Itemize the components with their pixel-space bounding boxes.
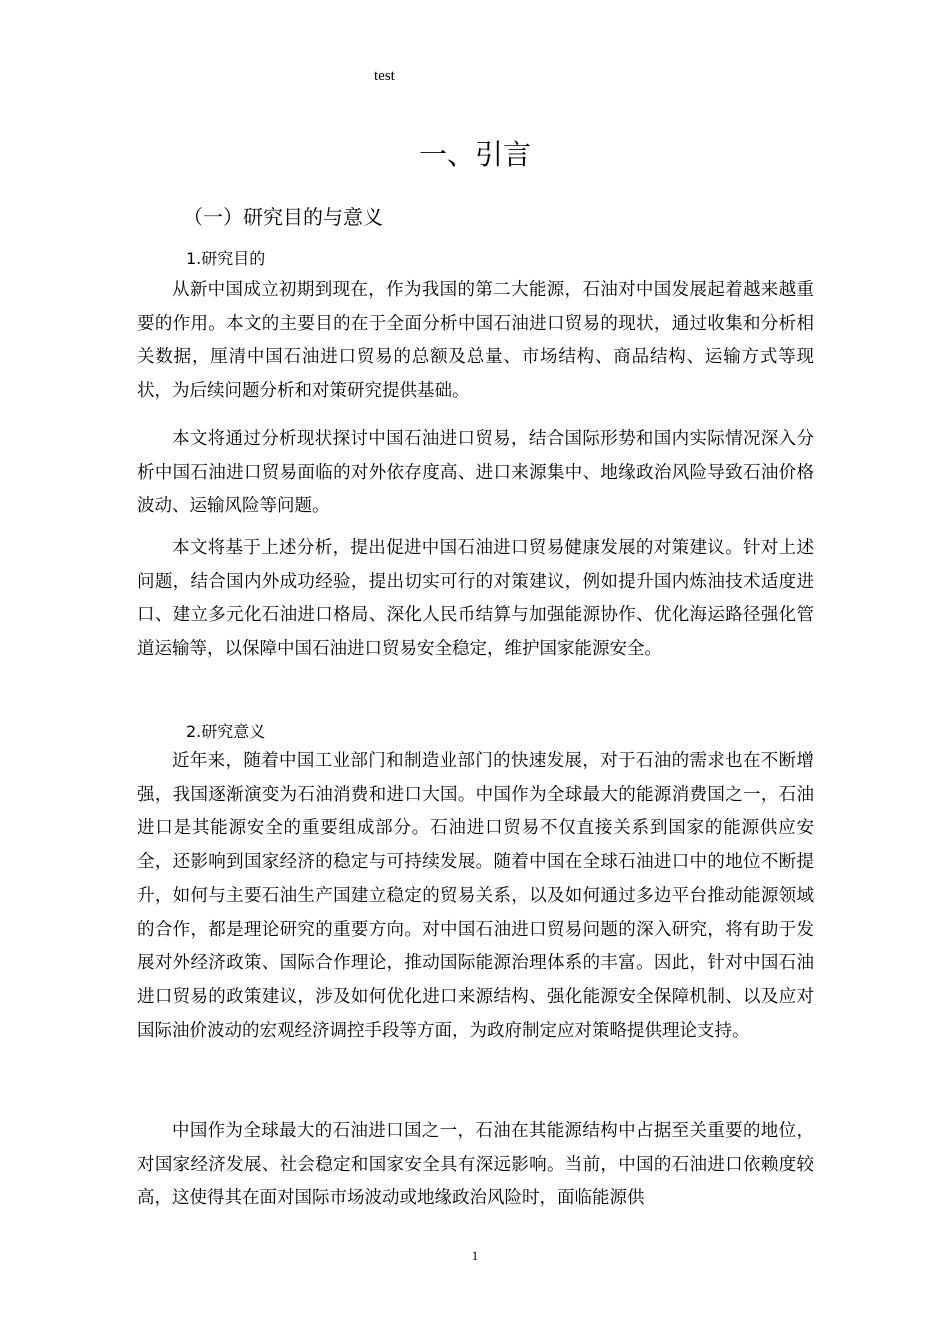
paragraph: 中国作为全球最大的石油进口国之一，石油在其能源结构中占据至关重要的地位，对国家经济发展、社会稳定和国家安全具有深远影响。当前，中国的石油进口依赖度较高，这使得其在面对国际市场波动或地缘政治风险时，面临能源供 <box>137 1121 814 1209</box>
subsection-heading-significance: 2.研究意义 <box>186 722 266 741</box>
paragraph: 本文将通过分析现状探讨中国石油进口贸易，结合国际形势和国内实际情况深入分析中国石油进口贸易面临的对外依存度高、进口来源集中、地缘政治风险导致石油价格波动、运输风险等问题。 <box>137 429 814 517</box>
page-number: 1 <box>471 1248 479 1263</box>
chapter-title: 一、引言 <box>418 138 531 171</box>
paragraph: 近年来，随着中国工业部门和制造业部门的快速发展，对于石油的需求也在不断增强，我国逐渐演变为石油消费和进口大国。中国作为全球最大的能源消费国之一，石油进口是其能源安全的重要组成部分。石油进口贸易不仅直接关系到国家的能源供应安全，还影响到国家经济的稳定与可持续发展。随着中国在全球石油进口中的地位不断提升，如何与主要石油生产国建立稳定的贸易关系，以及如何通过多边平台推动能源领域的合作，都是理论研究的重要方向。对中国石油进口贸易问题的深入研究，将有助于发展对外经济政策、国际合作理论，推动国际能源治理体系的丰富。因此，针对中国石油进口贸易的政策建议，涉及如何优化进口来源结构、强化能源安全保障机制、以及应对国际油价波动的宏观经济调控手段等方面，为政府制定应对策略提供理论支持。 <box>137 751 814 1041</box>
paragraph: 本文将基于上述分析，提出促进中国石油进口贸易健康发展的对策建议。针对上述问题，结合国内外成功经验，提出切实可行的对策建议，例如提升国内炼油技术适度进口、建立多元化石油进口格局、深化人民币结算与加强能源协作、优化海运路径强化管道运输等，以保障中国石油进口贸易安全稳定，维护国家能源安全。 <box>137 538 814 660</box>
paragraph: 从新中国成立初期到现在，作为我国的第二大能源，石油对中国发展起着越来越重要的作用。本文的主要目的在于全面分析中国石油进口贸易的现状，通过收集和分析相关数据，厘清中国石油进口贸易的总额及总量、市场结构、商品结构、运输方式等现状，为后续问题分析和对策研究提供基础。 <box>137 280 814 402</box>
section-title: （一）研究目的与意义 <box>183 205 383 229</box>
subsection-heading-purpose: 1.研究目的 <box>186 249 266 268</box>
page-header: test <box>374 68 395 84</box>
